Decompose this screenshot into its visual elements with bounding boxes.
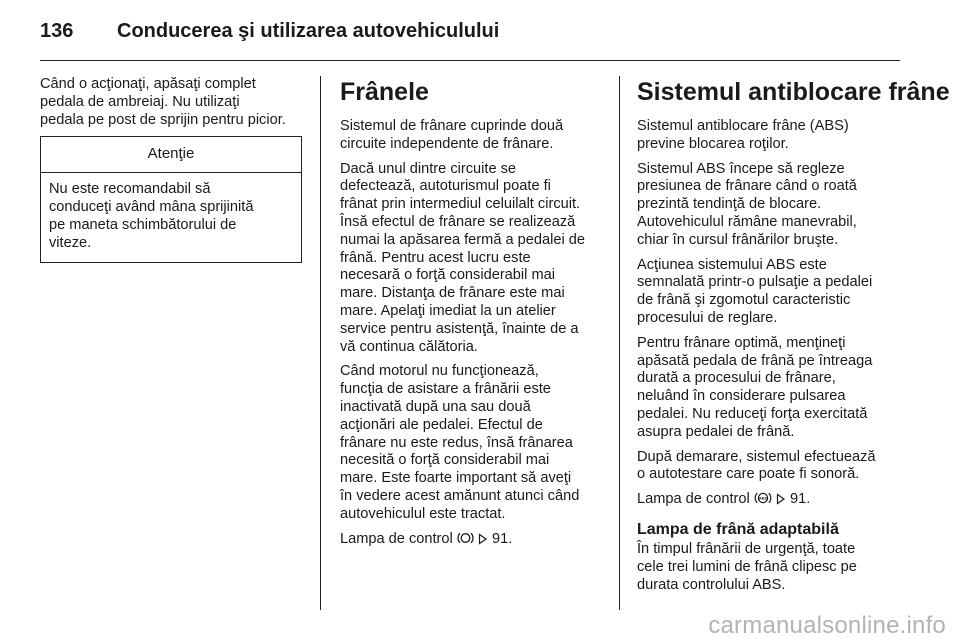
abs-lamp-reference: Lampa de control ABS 91.	[637, 491, 811, 508]
abs-paragraph-5: După demarare, sistemul efectuează o autotestare care poate fi sonoră.	[637, 448, 876, 483]
brakes-heading: Frânele	[340, 78, 429, 106]
abs-paragraph-1: Sistemul antiblocare frâne (ABS) previne blocarea roţilor.	[637, 118, 849, 152]
right-column	[637, 76, 950, 601]
abs-paragraph-2: Sistemul ABS începe să regleze presiunea de frânare când o roată prezintă tendinţă de blocare. Autovehiculul rămâne manevrabil, chiar în cursul frânărilor bruşte.	[637, 160, 857, 248]
adaptive-brake-light-paragraph: În timpul frânării de urgenţă, toate cele trei lumini de frână clipesc pe durata controlului ABS.	[637, 540, 857, 593]
warning-box	[40, 136, 302, 263]
svg-text:ABS: ABS	[758, 495, 768, 501]
chapter-title: Conducerea şi utilizarea autovehiculului	[117, 20, 500, 42]
abs-paragraph-4: Pentru frânare optimă, menţineţi apăsată pedala de frână pe întreaga durată a procesului de frânare, neluând în considerare pulsarea pedalei. Nu reduceţi forţa exercitată asupra pedalei de frână.	[637, 334, 873, 440]
watermark: carmanualsonline.info	[708, 612, 946, 639]
brakes-paragraph-3: Când motorul nu funcţionează, funcţia de asistare a frânării este inactivată după una sau două acţionări ale pedalei. Efectul de frânare nu este redus, însă frânarea necesită o forţă considerabil mai mare. Este foarte important să aveţi în vedere acest amănunt atunci când autovehiculul este tractat.	[340, 363, 580, 522]
clutch-paragraph: Când o acţionaţi, apăsaţi complet pedala de ambreiaj. Nu utilizaţi pedala pe post de sprijin pentru picior.	[40, 76, 286, 128]
abs-paragraph-3: Acţiunea sistemului ABS este semnalată printr-o pulsaţie a pedalei de frână şi zgomotul caracteristic procesului de reglare.	[637, 256, 873, 326]
brakes-paragraph-1: Sistemul de frânare cuprinde două circuite independente de frânare.	[340, 118, 564, 152]
brake-warning-icon	[457, 531, 474, 545]
abs-warning-icon	[754, 491, 772, 505]
abs-heading: Sistemul antiblocare frâne	[637, 78, 950, 106]
page-header	[40, 14, 900, 58]
page-reference-arrow-icon	[478, 533, 488, 545]
page-reference-arrow-icon	[776, 493, 786, 505]
warning-title: Atenţie	[41, 137, 301, 173]
middle-column	[340, 76, 606, 555]
column-divider-left	[320, 76, 321, 610]
brakes-paragraph-2: Dacă unul dintre circuite se defectează, autoturismul poate fi frânat prin intermediul celuilalt circuit. Însă efectul de frânare se realizează numai la apăsarea fermă a pedalei de frână. Pentru acest lucru este necesară o forţă considerabil mai mare. Distanţa de frânare este mai mare. Apelaţi imediat la un atelier service pentru asistenţă, înainte de a vă continua călătoria.	[340, 160, 586, 355]
header-rule	[40, 60, 900, 61]
column-divider-right	[619, 76, 620, 610]
adaptive-brake-light-heading: Lampa de frână adaptabilă	[637, 520, 839, 538]
page-number: 136	[40, 20, 74, 42]
left-column	[40, 76, 305, 263]
warning-text: Nu este recomandabil să conduceţi având mâna sprijinită pe maneta schimbătorului de viteze.	[49, 181, 254, 251]
brakes-lamp-reference: Lampa de control 91.	[340, 530, 513, 547]
